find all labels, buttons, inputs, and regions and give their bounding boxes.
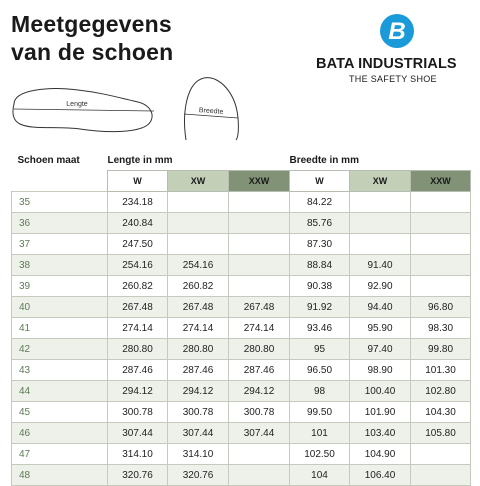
length-w-cell: 240.84 [108, 213, 168, 234]
length-xw-cell [168, 234, 229, 255]
width-w-cell: 102.50 [290, 444, 350, 465]
length-xxw-cell: 280.80 [229, 339, 290, 360]
length-xw-cell: 267.48 [168, 297, 229, 318]
width-fit-w: W [290, 171, 350, 192]
length-header: Lengte in mm [107, 154, 173, 166]
size-cell: 37 [12, 234, 108, 255]
length-fit-xxw: XXW [229, 171, 290, 192]
length-xw-cell: 274.14 [168, 318, 229, 339]
length-xw-cell: 280.80 [168, 339, 229, 360]
width-xw-cell: 97.40 [350, 339, 411, 360]
size-cell: 35 [12, 192, 108, 213]
length-xxw-cell [229, 276, 290, 297]
length-label: Lengte [66, 101, 88, 108]
size-cell: 48 [12, 465, 108, 486]
length-xxw-cell [229, 192, 290, 213]
width-xw-cell: 91.40 [350, 255, 411, 276]
width-xxw-cell: 105.80 [411, 423, 471, 444]
width-w-cell: 95 [290, 339, 350, 360]
length-xxw-cell: 267.48 [229, 297, 290, 318]
width-w-cell: 88.84 [290, 255, 350, 276]
length-xw-cell: 294.12 [168, 381, 229, 402]
size-table-body [12, 192, 471, 486]
length-w-cell: 294.12 [108, 381, 168, 402]
width-xxw-cell [411, 213, 471, 234]
length-fit-w: W [108, 171, 168, 192]
table-row [12, 297, 471, 318]
size-cell: 39 [12, 276, 108, 297]
length-w-cell: 320.76 [108, 465, 168, 486]
table-row [12, 465, 471, 486]
length-xxw-cell [229, 255, 290, 276]
width-xxw-cell [411, 276, 471, 297]
length-xw-cell: 300.78 [168, 402, 229, 423]
width-xxw-cell: 96.80 [411, 297, 471, 318]
width-w-cell: 87.30 [290, 234, 350, 255]
length-w-cell: 280.80 [108, 339, 168, 360]
table-row [12, 192, 471, 213]
width-xxw-cell: 98.30 [411, 318, 471, 339]
width-xw-cell: 94.40 [350, 297, 411, 318]
width-xxw-cell [411, 192, 471, 213]
table-row [12, 402, 471, 423]
width-xxw-cell: 104.30 [411, 402, 471, 423]
length-xxw-cell: 274.14 [229, 318, 290, 339]
brand-tagline: THE SAFETY SHOE [349, 74, 437, 84]
table-row [12, 276, 471, 297]
length-xxw-cell: 294.12 [229, 381, 290, 402]
width-w-cell: 84.22 [290, 192, 350, 213]
length-w-cell: 307.44 [108, 423, 168, 444]
size-cell: 44 [12, 381, 108, 402]
length-xw-cell: 314.10 [168, 444, 229, 465]
table-row [12, 360, 471, 381]
table-row [12, 444, 471, 465]
width-xw-cell: 98.90 [350, 360, 411, 381]
width-xw-cell: 104.90 [350, 444, 411, 465]
table-row [12, 318, 471, 339]
length-w-cell: 267.48 [108, 297, 168, 318]
shoe-width-diagram [180, 74, 242, 144]
width-xw-cell [350, 192, 411, 213]
table-row [12, 234, 471, 255]
fit-header-blank [12, 171, 108, 192]
length-w-cell: 254.16 [108, 255, 168, 276]
width-xxw-cell: 101.30 [411, 360, 471, 381]
table-header-main [12, 150, 471, 171]
size-cell: 45 [12, 402, 108, 423]
length-xxw-cell [229, 213, 290, 234]
width-xxw-cell [411, 255, 471, 276]
length-xw-cell: 287.46 [168, 360, 229, 381]
size-cell: 40 [12, 297, 108, 318]
length-xxw-cell: 307.44 [229, 423, 290, 444]
table-row [12, 381, 471, 402]
length-w-cell: 314.10 [108, 444, 168, 465]
width-xw-cell: 106.40 [350, 465, 411, 486]
width-w-cell: 101 [290, 423, 350, 444]
size-cell: 47 [12, 444, 108, 465]
size-cell: 36 [12, 213, 108, 234]
bata-logo-icon [379, 13, 415, 49]
width-xxw-cell: 102.80 [411, 381, 471, 402]
width-xxw-cell [411, 444, 471, 465]
brand-name: BATA INDUSTRIALS [316, 56, 457, 72]
width-xxw-cell: 99.80 [411, 339, 471, 360]
length-xxw-cell [229, 234, 290, 255]
page-title [11, 10, 251, 66]
length-fit-xw: XW [168, 171, 229, 192]
length-xw-cell: 307.44 [168, 423, 229, 444]
table-header-fits [12, 171, 471, 192]
length-xw-cell: 254.16 [168, 255, 229, 276]
width-xxw-cell [411, 465, 471, 486]
width-w-cell: 85.76 [290, 213, 350, 234]
width-xw-cell [350, 213, 411, 234]
length-w-cell: 260.82 [108, 276, 168, 297]
width-w-cell: 104 [290, 465, 350, 486]
width-fit-xw: XW [350, 171, 411, 192]
size-cell: 42 [12, 339, 108, 360]
width-xw-cell [350, 234, 411, 255]
width-label: Breedte [198, 107, 224, 116]
table-row [12, 213, 471, 234]
table-row [12, 423, 471, 444]
page-title-line1: Meetgegevens [11, 11, 172, 37]
width-header: Breedte in mm [289, 154, 359, 166]
width-xw-cell: 92.90 [350, 276, 411, 297]
size-table [11, 150, 471, 486]
bata-logo-letter: B [388, 18, 406, 45]
size-cell: 43 [12, 360, 108, 381]
length-xw-cell [168, 213, 229, 234]
shoe-length-diagram [8, 82, 158, 138]
width-w-cell: 91.92 [290, 297, 350, 318]
length-xxw-cell: 287.46 [229, 360, 290, 381]
length-w-cell: 287.46 [108, 360, 168, 381]
length-w-cell: 274.14 [108, 318, 168, 339]
width-w-cell: 96.50 [290, 360, 350, 381]
width-xw-cell: 103.40 [350, 423, 411, 444]
width-w-cell: 98 [290, 381, 350, 402]
size-cell: 38 [12, 255, 108, 276]
table-row [12, 255, 471, 276]
length-w-cell: 300.78 [108, 402, 168, 423]
length-xxw-cell: 300.78 [229, 402, 290, 423]
width-w-cell: 99.50 [290, 402, 350, 423]
length-xxw-cell [229, 444, 290, 465]
table-row [12, 339, 471, 360]
size-header: Schoen maat [17, 154, 80, 166]
length-w-cell: 234.18 [108, 192, 168, 213]
width-w-cell: 93.46 [290, 318, 350, 339]
length-xw-cell: 320.76 [168, 465, 229, 486]
width-w-cell: 90.38 [290, 276, 350, 297]
width-xw-cell: 95.90 [350, 318, 411, 339]
page-title-line2: van de schoen [11, 39, 174, 65]
size-cell: 41 [12, 318, 108, 339]
length-xw-cell [168, 192, 229, 213]
length-w-cell: 247.50 [108, 234, 168, 255]
width-xw-cell: 101.90 [350, 402, 411, 423]
size-cell: 46 [12, 423, 108, 444]
length-xxw-cell [229, 465, 290, 486]
length-xw-cell: 260.82 [168, 276, 229, 297]
width-xxw-cell [411, 234, 471, 255]
width-fit-xxw: XXW [411, 171, 471, 192]
width-xw-cell: 100.40 [350, 381, 411, 402]
length-measure-line [14, 109, 154, 111]
